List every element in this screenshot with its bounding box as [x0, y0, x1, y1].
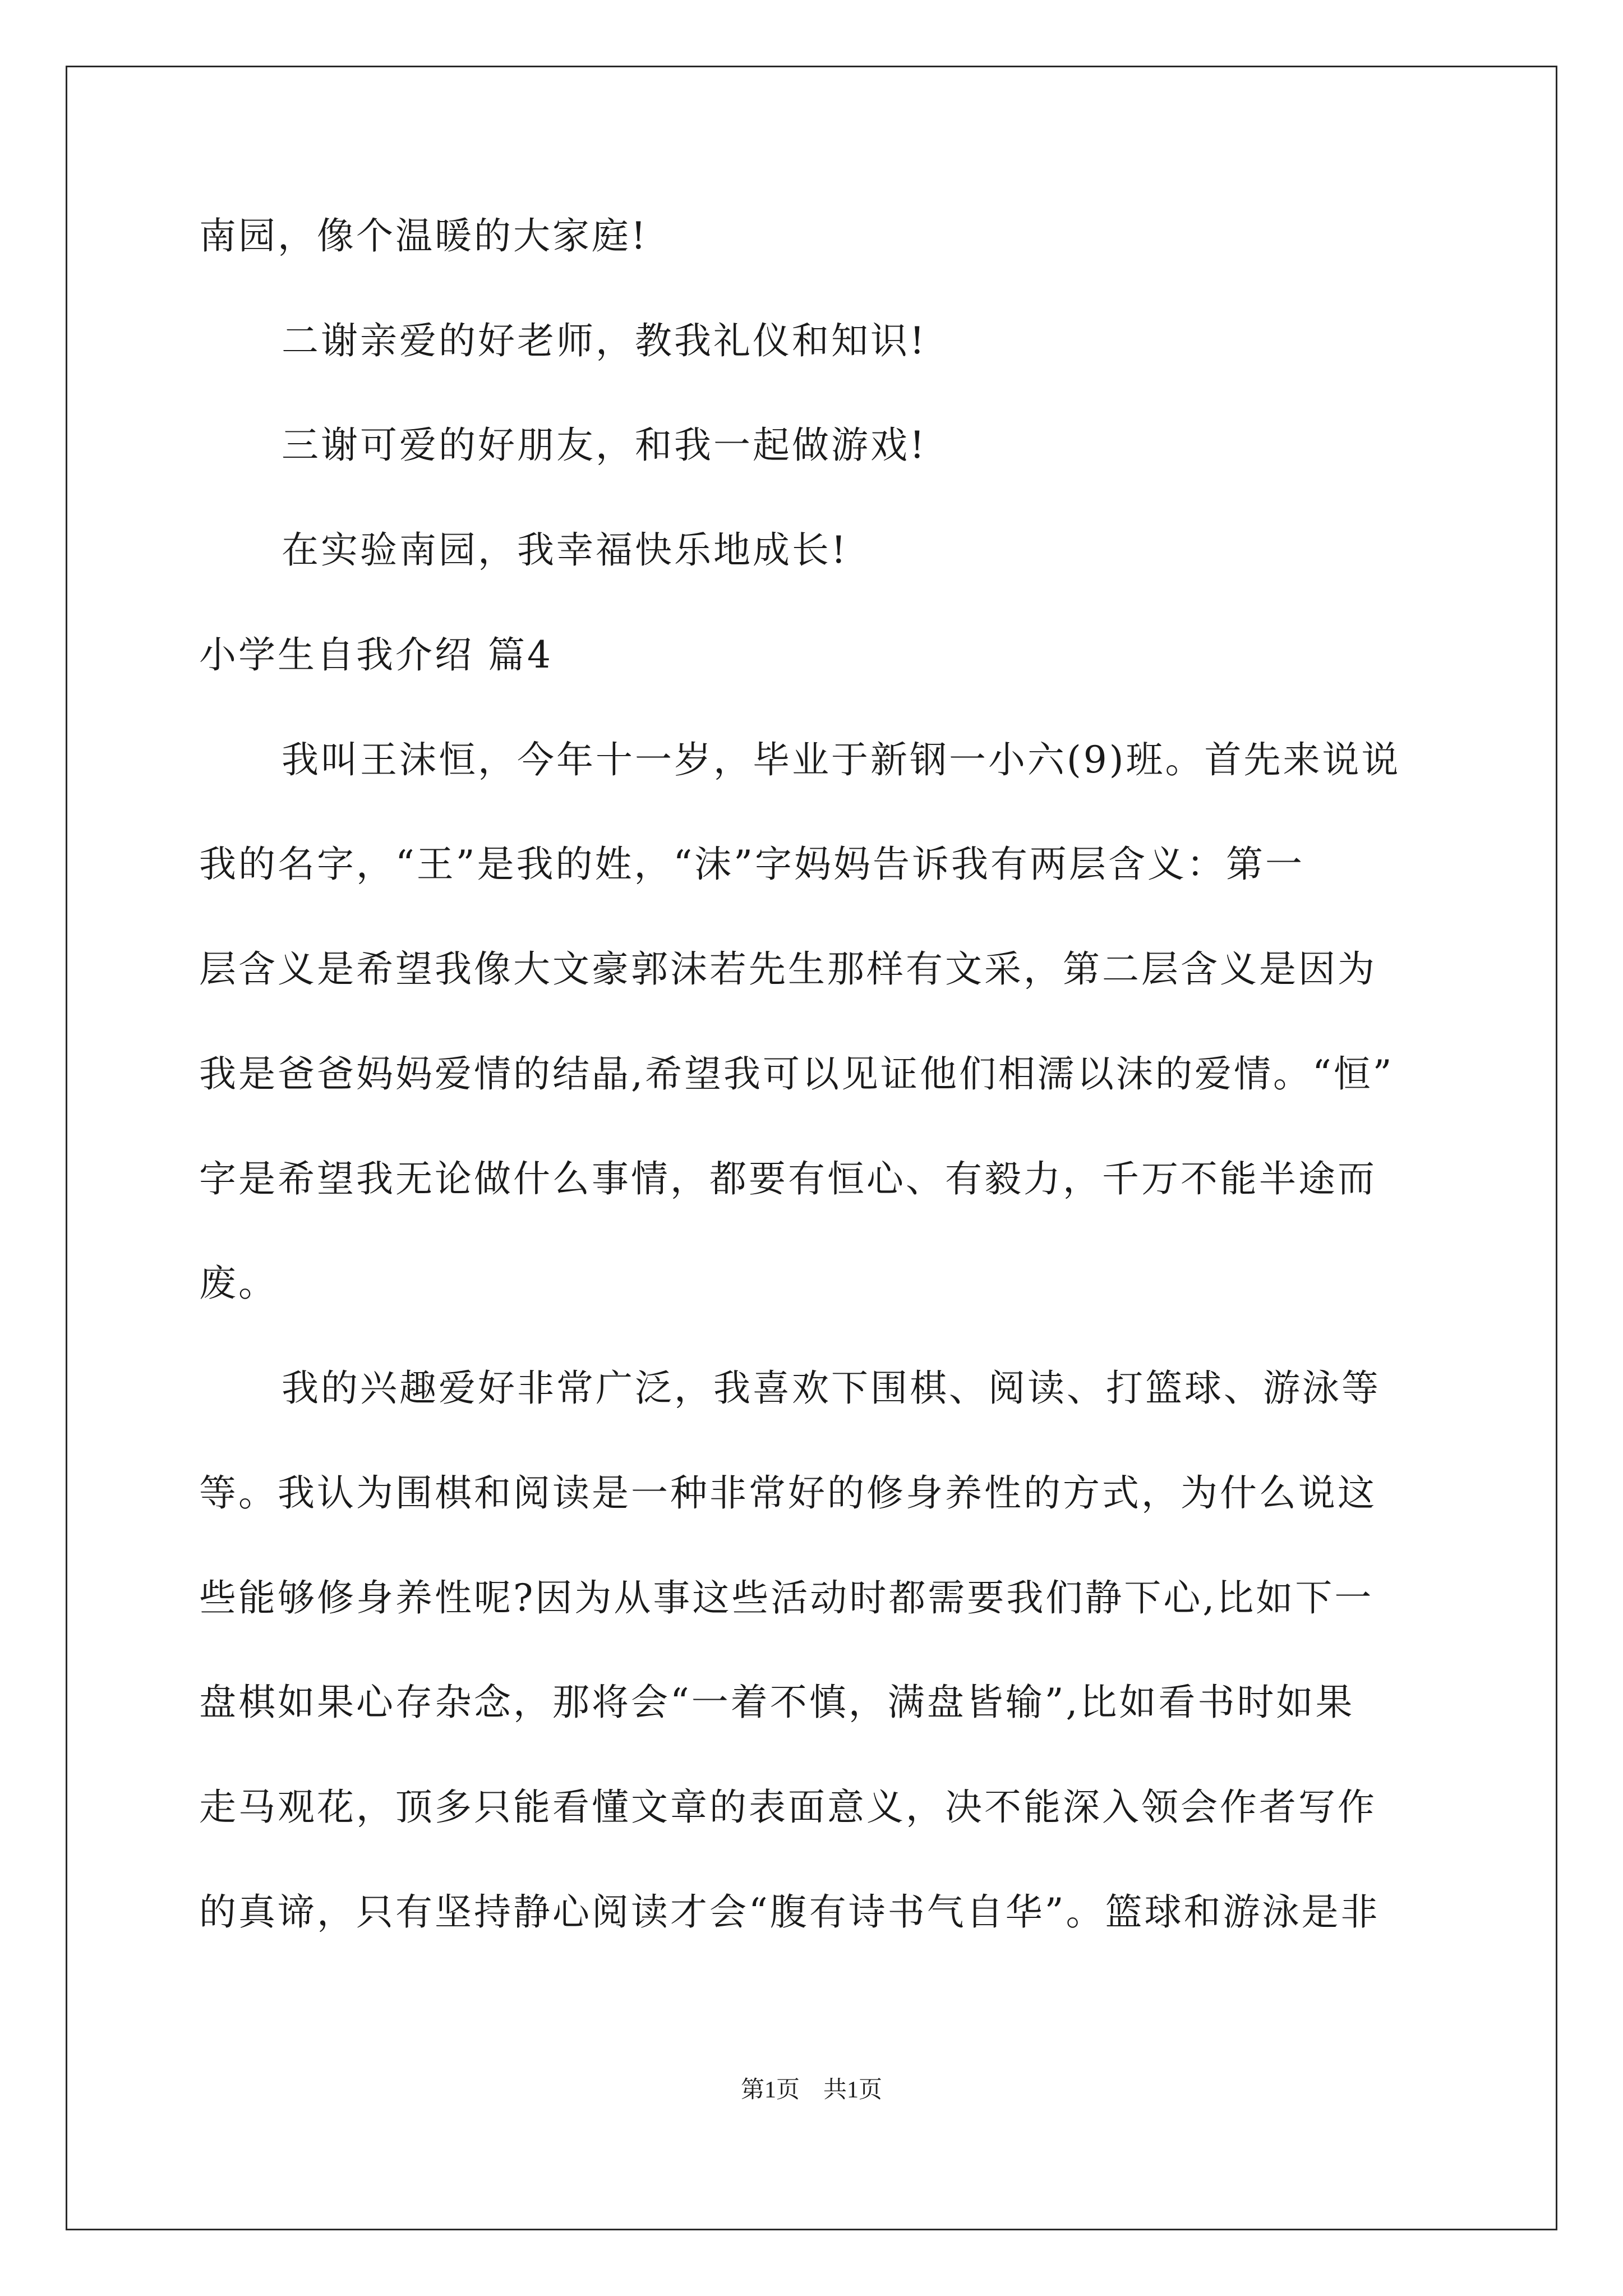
paragraph-line: 等。我认为围棋和阅读是一种非常好的修身养性的方式，为什么说这 — [199, 1471, 1377, 1515]
paragraph-line: 废。 — [199, 1262, 278, 1305]
paragraph-line: 我叫王沫恒，今年十一岁，毕业于新钢一小六(9)班。首先来说说 — [282, 738, 1401, 781]
page-number-footer: 第1页 共1页 — [740, 2077, 882, 2103]
section-heading: 小学生自我介绍 篇4 — [199, 633, 553, 677]
paragraph-line: 二谢亲爱的好老师，教我礼仪和知识! — [282, 319, 927, 362]
paragraph-line: 南园，像个温暖的大家庭! — [199, 214, 648, 257]
paragraph-line: 些能够修身养性呢?因为从事这些活动时都需要我们静下心,比如下一 — [199, 1576, 1374, 1619]
paragraph-line: 走马观花，顶多只能看懂文章的表面意义，决不能深入领会作者写作 — [199, 1786, 1377, 1829]
paragraph-line: 字是希望我无论做什么事情，都要有恒心、有毅力，千万不能半途而 — [199, 1157, 1377, 1200]
paragraph-line: 的真谛，只有坚持静心阅读才会“腹有诗书气自华”。篮球和游泳是非 — [199, 1890, 1380, 1934]
paragraph-line: 我的兴趣爱好非常广泛，我喜欢下围棋、阅读、打篮球、游泳等 — [282, 1366, 1381, 1410]
paragraph-line: 三谢可爱的好朋友，和我一起做游戏! — [282, 424, 927, 467]
paragraph-line: 在实验南园，我幸福快乐地成长! — [282, 528, 849, 572]
paragraph-line: 我是爸爸妈妈爱情的结晶,希望我可以见证他们相濡以沫的爱情。“恒” — [199, 1052, 1394, 1096]
paragraph-line: 层含义是希望我像大文豪郭沫若先生那样有文采，第二层含义是因为 — [199, 947, 1377, 991]
paragraph-line: 我的名字，“王”是我的姓，“沫”字妈妈告诉我有两层含义：第一 — [199, 843, 1304, 886]
paragraph-line: 盘棋如果心存杂念，那将会“一着不慎，满盘皆输”,比如看书时如果 — [199, 1681, 1355, 1724]
